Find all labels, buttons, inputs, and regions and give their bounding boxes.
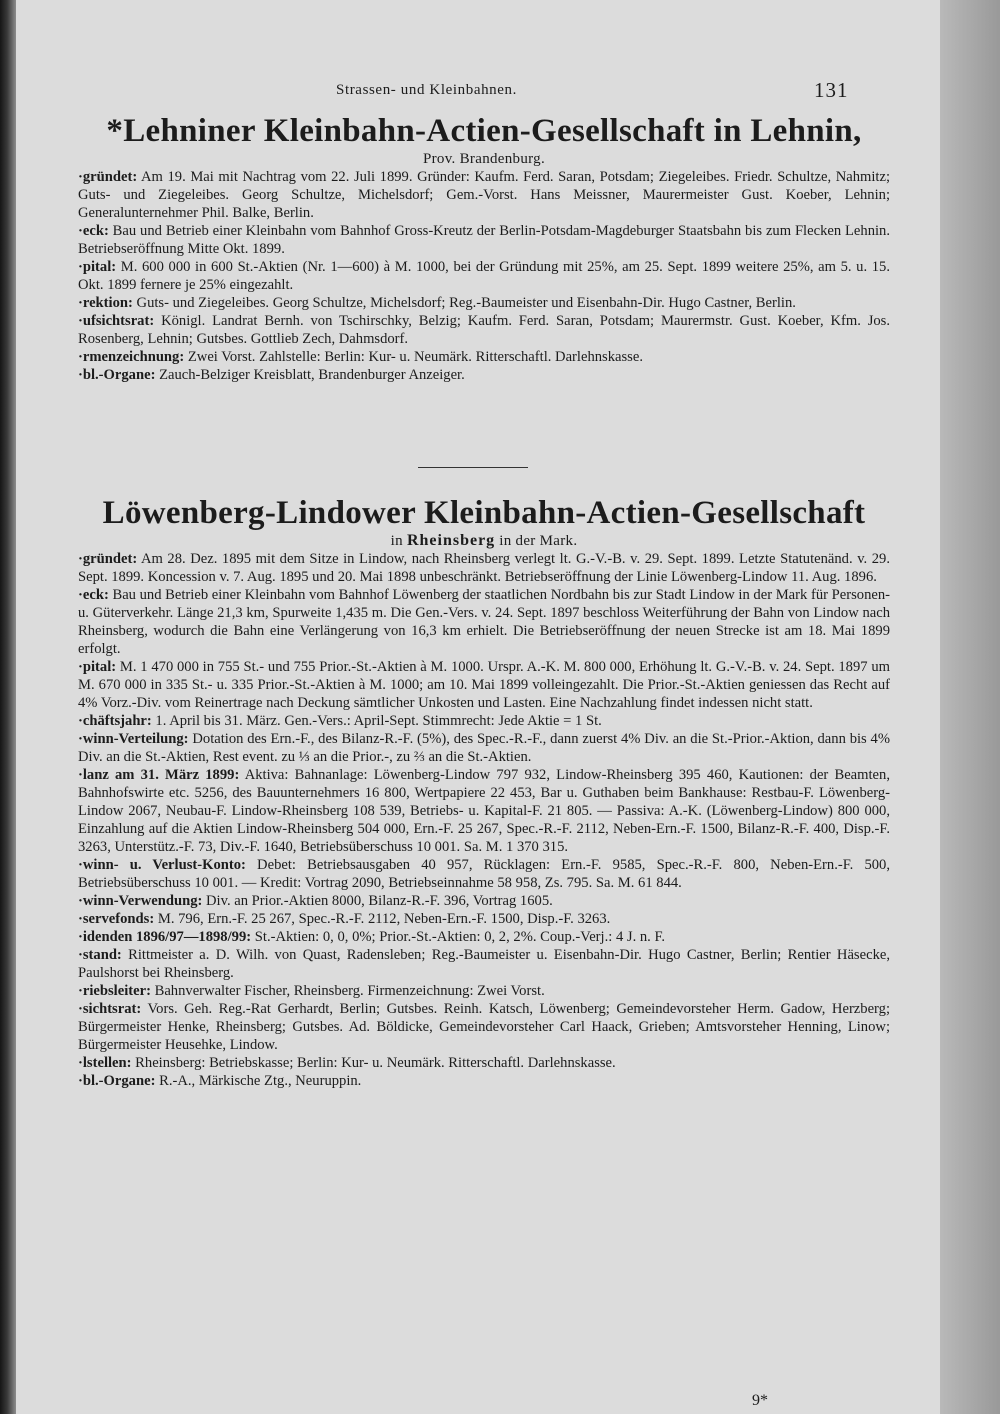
entry-aufsichtsrat <box>78 1000 890 1054</box>
entry-label: ·chäftsjahr: <box>78 713 152 729</box>
entry-label: ·eck: <box>78 587 109 603</box>
entry-text: Bau und Betrieb einer Kleinbahn vom Bahnhof Löwenberg der staatlichen Nordbahn bis zur Stadt Lindow in der Mark für Personen- u. Güterverkehr. Länge 21,3 km, Spurweite 1,435 m. Die Gen.-Vers. v. 24. Sept. 1897 beschloss Weiterführung der Bahn von Lindow nach Rheinsberg, wodurch die Bahn eine Verlängerung von 16,3 km erhielt. Die Betriebseröffnung der neuen Strecke ist am 18. Mai 1899 erfolgt. <box>78 587 890 657</box>
entry-label: ·idenden 1896/97—1898/99: <box>78 929 252 945</box>
entry-label: ·lstellen: <box>78 1055 132 1071</box>
entry-label: ·pital: <box>78 259 117 275</box>
subtitle-prefix: in <box>390 533 407 549</box>
company-section-lehnin <box>78 112 890 384</box>
entry-label: ·sichtsrat: <box>78 1001 142 1017</box>
entry-list <box>78 168 890 384</box>
entry-bilanz <box>78 766 890 856</box>
entry-text: Dotation des Ern.-F., des Bilanz-R.-F. (5%), des Spec.-R.-F., dann zuerst 4% Div. an die St.-Prior.-Aktion, dann bis 4% Div. an die St.-Aktien, Rest event. zu ⅓ an die Prior.-, zu ⅔ an die St.-Aktien. <box>78 731 890 765</box>
company-title: *Lehniner Kleinbahn-Actien-Gesellschaft in Lehnin, <box>106 113 862 149</box>
entry-text: St.-Aktien: 0, 0, 0%; Prior.-St.-Aktien: 0, 2, 2%. Coup.-Verj.: 4 J. n. F. <box>251 929 666 945</box>
entry-zweck <box>78 586 890 658</box>
entry-label: ·winn-Verwendung: <box>78 893 203 909</box>
entry-text: Bau und Betrieb einer Kleinbahn vom Bahnhof Gross-Kreutz der Berlin-Potsdam-Magdeburger Staatsbahn bis zum Flecken Lehnin. Betriebseröffnung Mitte Okt. 1899. <box>78 223 890 257</box>
entry-label: ·ufsichtsrat: <box>78 313 155 329</box>
entry-publ-organe <box>78 1072 890 1090</box>
entry-gegruendet <box>78 550 890 586</box>
entry-label: ·bl.-Organe: <box>78 1073 156 1089</box>
subtitle-place: Rheinsberg <box>406 532 496 549</box>
entry-zahlstellen <box>78 1054 890 1072</box>
entry-kapital <box>78 258 890 294</box>
entry-gewinn-verlust-konto <box>78 856 890 892</box>
entry-firmenzeichnung <box>78 348 890 366</box>
running-title: Strassen- und Kleinbahnen. <box>336 82 517 98</box>
footer-signature: 9* <box>752 1392 768 1409</box>
entry-direktion <box>78 294 890 312</box>
entry-text: Rittmeister a. D. Wilh. von Quast, Radensleben; Reg.-Baumeister u. Eisenbahn-Dir. Hugo Castner, Berlin; Rentier Häsecke, Paulshorst bei Rheinsberg. <box>78 947 890 981</box>
entry-text: Bahnverwalter Fischer, Rheinsberg. Firmenzeichnung: Zwei Vorst. <box>150 983 545 999</box>
company-subtitle <box>78 532 890 550</box>
scan-shadow-edge <box>940 0 1000 1414</box>
entry-text: Aktiva: Bahnanlage: Löwenberg-Lindow 797 932, Lindow-Rheinsberg 395 460, Kautionen: der Beamten, Bahnhofswirte etc. 5256, des Bauunternehmers 16 800, Wertpapiere 22 453, Bar u. Guthaben beim Bankhause: Restbau-F. Löwenberg-Lindow 2067, Neubau-F. Lindow-Rheinsberg 108 539, Betriebs- u. Kapital-F. 21 805. — Passiva: A.-K. (Löwenberg-Lindow) 800 000, Einzahlung auf die Aktien Lindow-Rheinsberg 504 000, Ern.-F. 25 267, Spec.-R.-F. 2112, Neben-Ern.-F. 1500, Bilanz-R.-F. 400, Disp.-F. 3263, Unterstütz.-F. 73, Div.-F. 1640, Betriebsüberschuss 10 001. Sa. M. 1 370 315. <box>78 767 890 855</box>
entry-label: ·rektion: <box>78 295 133 311</box>
section-divider <box>418 467 528 468</box>
entry-geschaeftsjahr <box>78 712 890 730</box>
entry-label: ·gründet: <box>78 169 138 185</box>
entry-label: ·riebsleiter: <box>78 983 151 999</box>
entry-text: Zauch-Belziger Kreisblatt, Brandenburger Anzeiger. <box>155 367 465 383</box>
entry-text: Div. an Prior.-Aktien 8000, Bilanz-R.-F. 396, Vortrag 1605. <box>202 893 553 909</box>
company-section-loewenberg-lindow <box>78 494 890 1090</box>
entry-dividenden <box>78 928 890 946</box>
entry-text: Am 19. Mai mit Nachtrag vom 22. Juli 1899. Gründer: Kaufm. Ferd. Saran, Potsdam; Ziegeleibes. Friedr. Schultze, Nahmitz; Guts- und Ziegeleibes. Georg Schultze, Michelsdorf; Gem.-Vorst. Hans Meissner, Maurermeister Gust. Koeber, Lehnin; Generalunternehmer Phil. Balke, Berlin. <box>78 169 890 221</box>
entry-kapital <box>78 658 890 712</box>
entry-text: Zwei Vorst. Zahlstelle: Berlin: Kur- u. Neumärk. Ritterschaftl. Darlehnskasse. <box>184 349 643 365</box>
page-number: 131 <box>814 78 849 102</box>
entry-label: ·eck: <box>78 223 109 239</box>
entry-text: Debet: Betriebsausgaben 40 957, Rücklagen: Ern.-F. 9585, Spec.-R.-F. 800, Neben-Ern.-F. 500, Betriebsüberschuss 10 001. — Kredit: Vortrag 2090, Betriebseinnahme 58 958, Zs. 795. Sa. M. 61 844. <box>78 857 890 891</box>
entry-betriebsleiter <box>78 982 890 1000</box>
entry-label: ·winn-Verteilung: <box>78 731 189 747</box>
entry-label: ·gründet: <box>78 551 138 567</box>
entry-text: M. 600 000 in 600 St.-Aktien (Nr. 1—600) à M. 1000, bei der Gründung mit 25%, am 25. Sept. 1899 weitere 25%, am 5. u. 15. Okt. 1899 fernere je 25% eingezahlt. <box>78 259 890 293</box>
subtitle-suffix: in der Mark. <box>495 533 578 549</box>
entry-gewinn-verteilung <box>78 730 890 766</box>
company-subtitle: Prov. Brandenburg. <box>422 151 546 167</box>
entry-text: Königl. Landrat Bernh. von Tschirschky, Belzig; Kaufm. Ferd. Saran, Potsdam; Maurermstr. Gust. Koeber, Kfm. Jos. Rosenberg, Lehnin; Gutsbes. Gottlieb Zech, Dahmsdorf. <box>78 313 890 347</box>
entry-text: Am 28. Dez. 1895 mit dem Sitze in Lindow, nach Rheinsberg verlegt lt. G.-V.-B. v. 29. Sept. 1899. Letzte Statutenänd. v. 29. Sept. 1899. Koncession v. 7. Aug. 1895 und 20. Mai 1898 unbeschränkt. Betriebseröffnung der Linie Löwenberg-Lindow 11. Aug. 1896. <box>78 551 890 585</box>
entry-text: Guts- und Ziegeleibes. Georg Schultze, Michelsdorf; Reg.-Baumeister und Eisenbahn-Dir. Hugo Castner, Berlin. <box>132 295 796 311</box>
entry-label: ·servefonds: <box>78 911 155 927</box>
page-header <box>16 78 940 108</box>
scan-dark-edge <box>0 0 16 1414</box>
entry-publ-organe <box>78 366 890 384</box>
entry-zweck <box>78 222 890 258</box>
entry-gegruendet <box>78 168 890 222</box>
entry-text: Vors. Geh. Reg.-Rat Gerhardt, Berlin; Gutsbes. Reinh. Katsch, Löwenberg; Gemeindevorsteher Herm. Gadow, Herzberg; Bürgermeister Henke, Rheinsberg; Gutsbes. Ad. Böldicke, Gemeindevorsteher Carl Haack, Grieben; Amtsvorsteher Henning, Linow; Bürgermeister Heusehke, Lindow. <box>78 1001 890 1053</box>
entry-label: ·stand: <box>78 947 122 963</box>
entry-text: Rheinsberg: Betriebskasse; Berlin: Kur- u. Neumärk. Ritterschaftl. Darlehnskasse. <box>131 1055 616 1071</box>
company-title: Löwenberg-Lindower Kleinbahn-Actien-Gesellschaft <box>102 495 866 531</box>
entry-gewinn-verwendung <box>78 892 890 910</box>
entry-reservefonds <box>78 910 890 928</box>
entry-label: ·pital: <box>78 659 117 675</box>
entry-label: ·rmenzeichnung: <box>78 349 185 365</box>
entry-text: 1. April bis 31. März. Gen.-Vers.: April-Sept. Stimmrecht: Jede Aktie = 1 St. <box>151 713 602 729</box>
entry-text: M. 796, Ern.-F. 25 267, Spec.-R.-F. 2112, Neben-Ern.-F. 1500, Disp.-F. 3263. <box>154 911 611 927</box>
entry-label: ·winn- u. Verlust-Konto: <box>78 857 246 873</box>
entry-label: ·bl.-Organe: <box>78 367 156 383</box>
document-page <box>16 0 940 1414</box>
entry-label: ·lanz am 31. März 1899: <box>78 767 240 783</box>
entry-aufsichtsrat <box>78 312 890 348</box>
entry-list <box>78 550 890 1090</box>
entry-vorstand <box>78 946 890 982</box>
entry-text: R.-A., Märkische Ztg., Neuruppin. <box>155 1073 362 1089</box>
entry-text: M. 1 470 000 in 755 St.- und 755 Prior.-St.-Aktien à M. 1000. Urspr. A.-K. M. 800 000, Erhöhung lt. G.-V.-B. v. 24. Sept. 1897 um M. 670 000 in 335 St.- u. 335 Prior.-St.-Aktien à M. 1000; am 10. Mai 1899 volleingezahlt. Die Prior.-St.-Aktien geniessen das Recht auf 4% Vorz.-Div. vom Reinertrage nach Deckung sämtlicher Unkosten und Lasten. Eine Nachzahlung findet indessen nicht statt. <box>78 659 890 711</box>
